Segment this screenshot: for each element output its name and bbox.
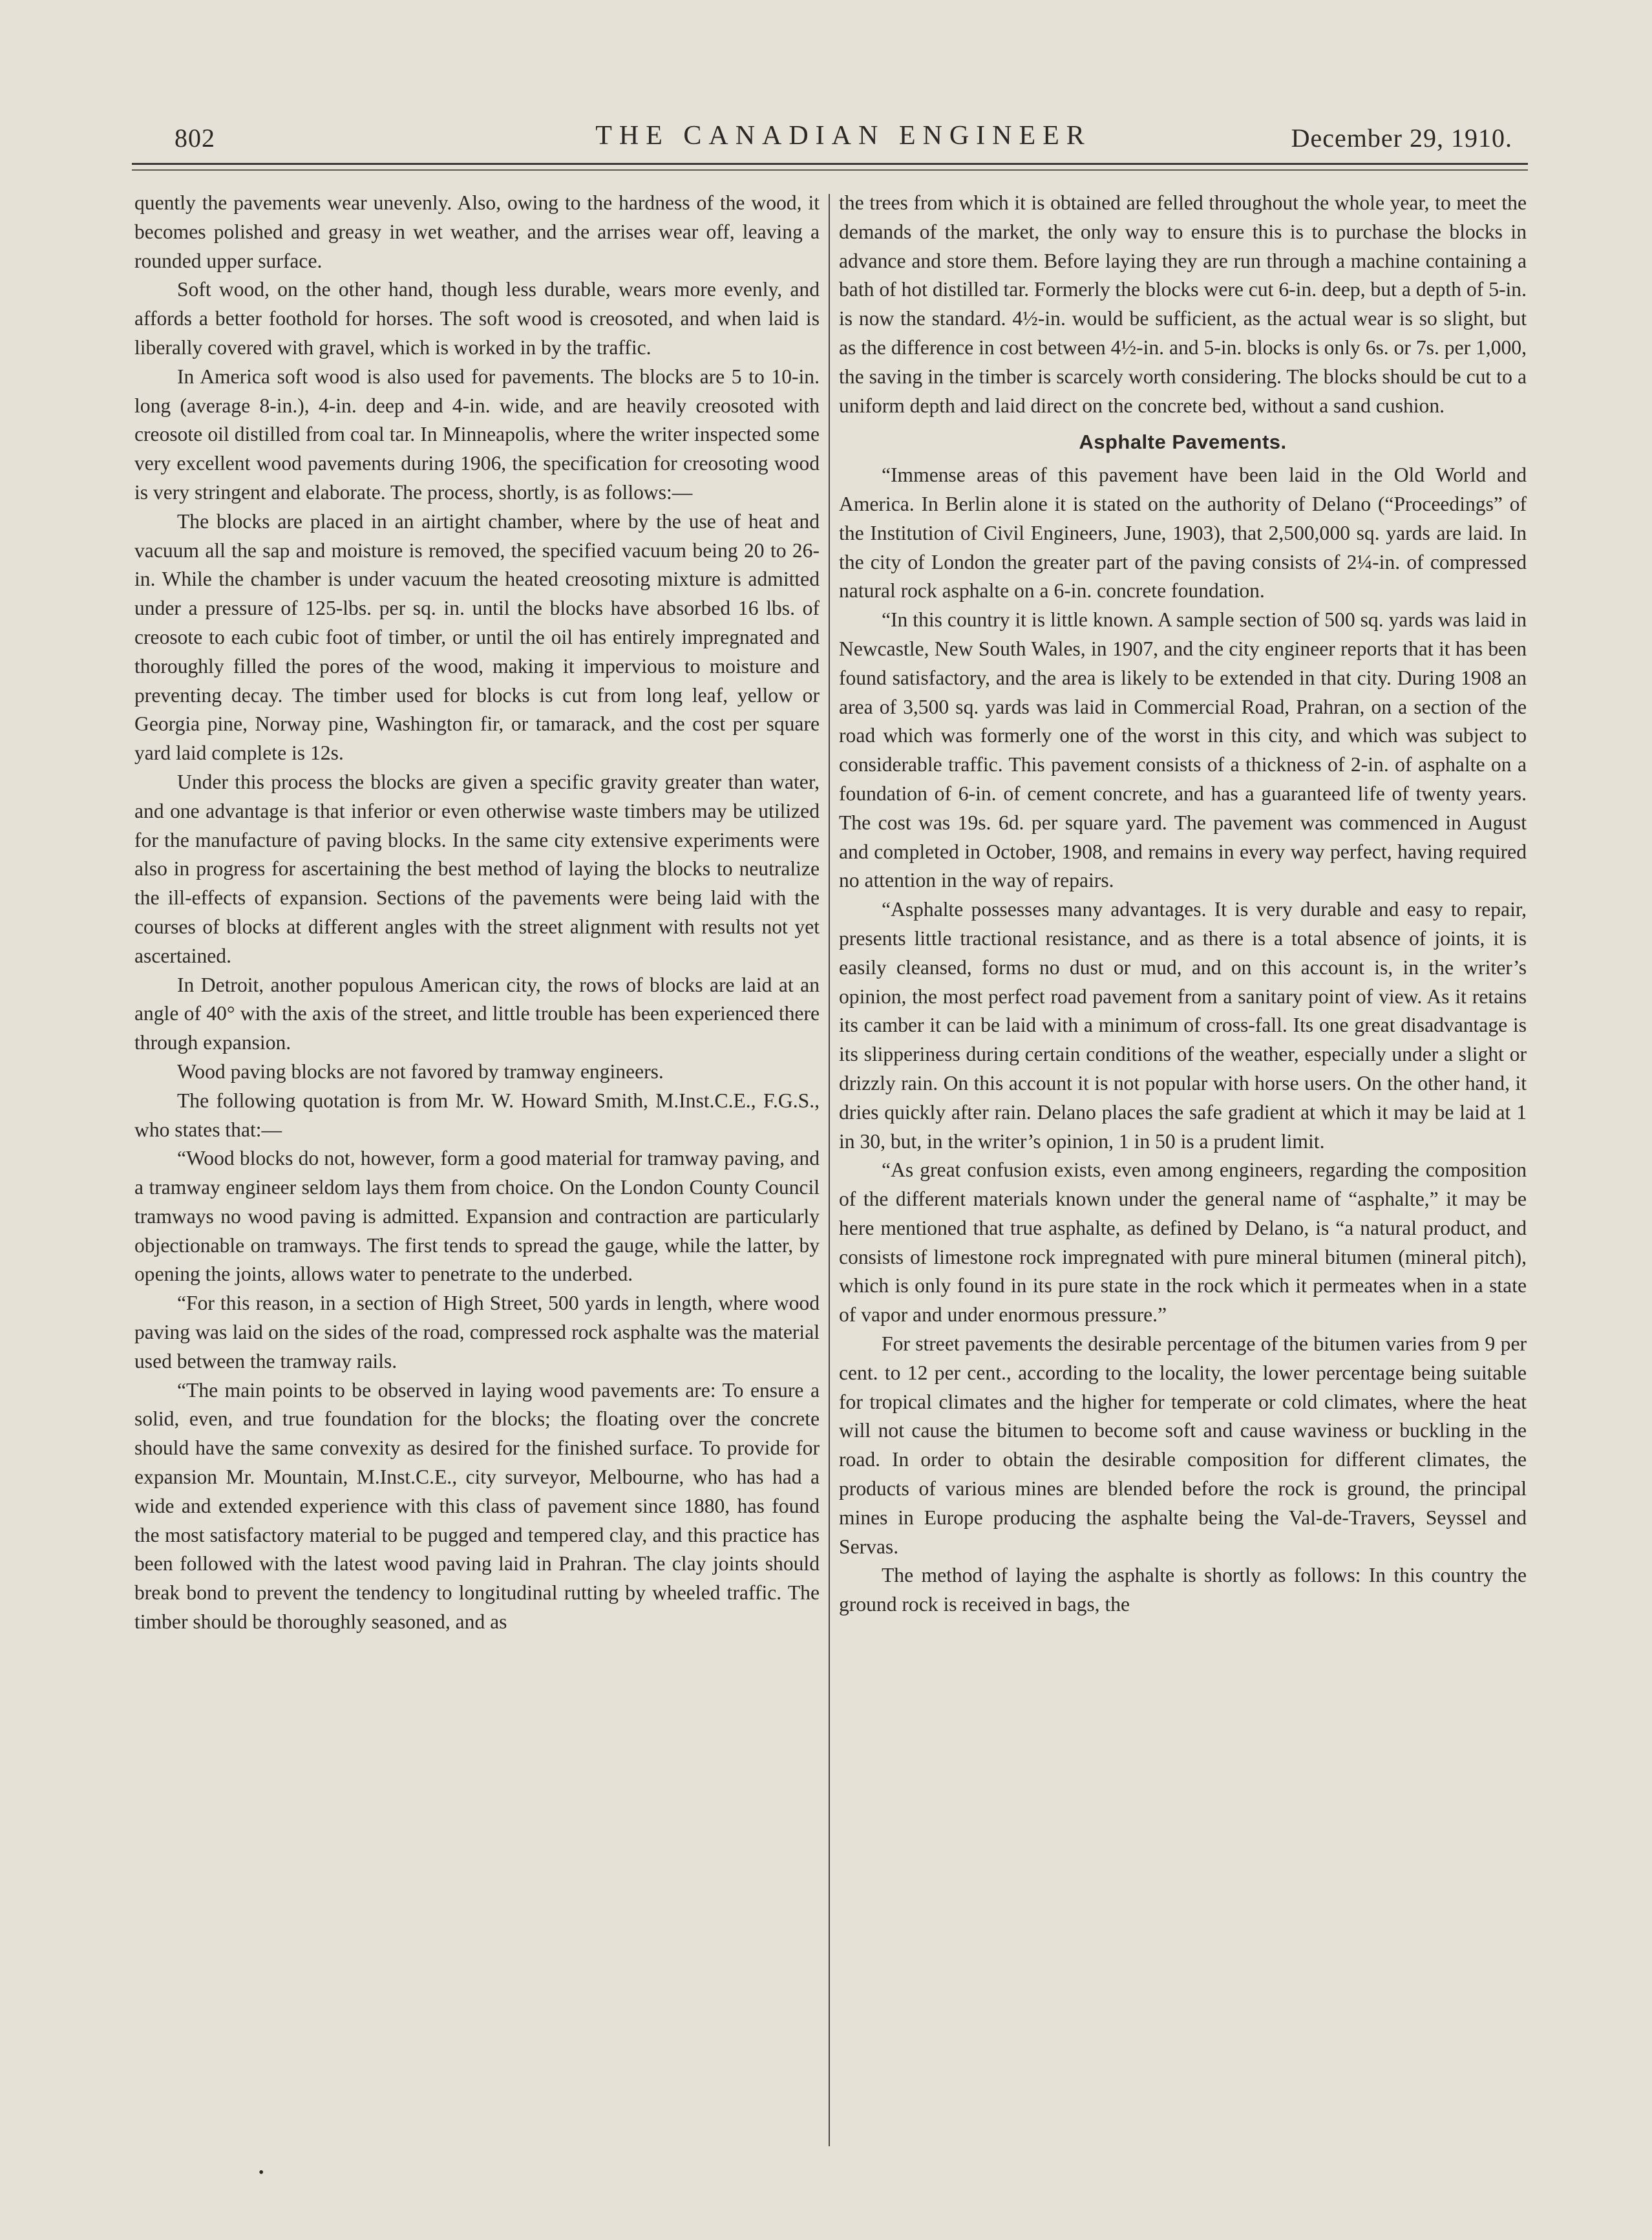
left-paragraph-11: “The main points to be observed in laying wood pavements are: To ensure a solid, even, and true foundation for the blocks; the floating over the concrete should have the same convexity as desired for the finished surface. To provide for expansion Mr. Mountain, M.Inst.C.E., city surveyor, Melbourne, who has had a wide and extended experience with this class of pavement since 1880, has found the most satisfactory material to be pugged and tempered clay, and this practice has been followed with the latest wood paving laid in Prahran. The clay joints should break bond to prevent the tendency to longitudinal rutting by wheeled traffic. The timber should be thoroughly seasoned, and as <box>134 1378 820 1634</box>
left-paragraph-7: Wood paving blocks are not favored by tramway engineers. <box>177 1060 664 1083</box>
left-paragraph-4: The blocks are placed in an airtight chamber, where by the use of heat and vacuum all the sap and moisture is removed, the specified vacuum being 20 to 26-in. While the chamber is under vacuum the heated creosoting mixture is admitted under a pressure of 125-lbs. per sq. in. until the blocks have absorbed 16 lbs. of creosote to each cubic foot of timber, or until the oil has entirely impregnated and thoroughly filled the pores of the wood, making it impervious to moisture and preventing decay. The timber used for blocks is cut from long leaf, yellow or Georgia pine, Norway pine, Washington fir, or tamarack, and the cost per square yard laid complete is 12s. <box>134 509 820 765</box>
right-paragraph-4: “Asphalte possesses many advantages. It is very durable and easy to repair, presents little tractional resistance, and as there is a total absence of joints, it is easily cleansed, forms no dust or mud, and on this account is, in the writer’s opinion, the most perfect road pavement from a sanitary point of view. As it retains its camber it can be laid with a minimum of cross-fall. Its one great disadvantage is its slipperiness during certain conditions of the weather, especially under a slight or drizzly rain. On this account it is not popular with horse users. On the other hand, it dries quickly after rain. Delano places the safe gradient at which it may be laid at 1 in 30, but, in the writer’s opinion, 1 in 50 is a prudent limit. <box>839 898 1527 1153</box>
right-paragraph-7: The method of laying the asphalte is shortly as follows: In this country the ground rock is received in bags, the <box>839 1564 1527 1616</box>
section-heading-asphalte: Asphalte Pavements. <box>1079 431 1287 454</box>
left-paragraph-8: The following quotation is from Mr. W. Howard Smith, M.Inst.C.E., F.G.S., who states that:— <box>134 1089 820 1141</box>
print-speck: • <box>259 2164 264 2181</box>
column-divider <box>829 194 830 2146</box>
header-rule-thick <box>132 163 1528 165</box>
left-paragraph-5: Under this process the blocks are given a specific gravity greater than water, and one advantage is that inferior or even otherwise waste timbers may be utilized for the manufacture of paving blocks. In the same city extensive experiments were also in progress for ascertaining the best method of laying the blocks to neutralize the ill-effects of expansion. Sections of the pavements were being laid with the courses of blocks at different angles with the street alignment with results not yet ascertained. <box>134 770 820 967</box>
journal-title: THE CANADIAN ENGINEER <box>595 121 1092 151</box>
left-paragraph-10: “For this reason, in a section of High Street, 500 yards in length, where wood paving was laid on the sides of the road, compressed rock asphalte was the material used between the tramway rails. <box>134 1292 820 1372</box>
left-paragraph-2: Soft wood, on the other hand, though less durable, wears more evenly, and affords a better foothold for horses. The soft wood is creosoted, and when laid is liberally covered with gravel, which is worked in by the traffic. <box>134 278 820 359</box>
right-paragraph-1: the trees from which it is obtained are felled throughout the whole year, to meet the demands of the market, the only way to ensure this is to purchase the blocks in advance and store them. Before laying they are run through a machine containing a bath of hot distilled tar. Formerly the blocks were cut 6-in. deep, but a depth of 5-in. is now the standard. 4½-in. would be sufficient, as the actual wear is so slight, but as the difference in cost between 4½-in. and 5-in. blocks is only 6s. or 7s. per 1,000, the saving in the timber is scarcely worth considering. The blocks should be cut to a uniform depth and laid direct on the concrete bed, without a sand cushion. <box>839 191 1527 417</box>
left-paragraph-1: quently the pavements wear unevenly. Also, owing to the hardness of the wood, it becomes polished and greasy in wet weather, and the arrises wear off, leaving a rounded upper surface. <box>134 191 820 272</box>
right-paragraph-2: “Immense areas of this pavement have been laid in the Old World and America. In Berlin alone it is stated on the authority of Delano (“Proceedings” of the Institution of Civil Engineers, June, 1903), that 2,500,000 sq. yards are laid. In the city of London the greater part of the paving consists of 2¼-in. of compressed natural rock asphalte on a 6-in. concrete foundation. <box>839 464 1527 603</box>
page-header <box>175 116 1512 162</box>
left-paragraph-9: “Wood blocks do not, however, form a good material for tramway paving, and a tramway engineer seldom lays them from choice. On the London County Council tramways no wood paving is admitted. Expansion and contraction are particularly objectionable on tramways. The first tends to spread the gauge, while the latter, by opening the joints, allows water to penetrate to the underbed. <box>134 1147 820 1286</box>
left-column <box>134 189 820 1637</box>
page-number: 802 <box>175 123 215 153</box>
issue-date: December 29, 1910. <box>1291 123 1512 153</box>
right-paragraph-5: “As great confusion exists, even among engineers, regarding the composition of the different materials known under the general name of “asphalte,” it may be here mentioned that true asphalte, as defined by Delano, is “a natural product, and consists of limestone rock impregnated with pure mineral bitumen (mineral pitch), which is only found in its pure state in the rock which it permeates when in a state of vapor and under enormous pressure.” <box>839 1158 1527 1327</box>
left-paragraph-3: In America soft wood is also used for pavements. The blocks are 5 to 10-in. long (average 8-in.), 4-in. deep and 4-in. wide, and are heavily creosoted with creosote oil distilled from coal tar. In Minneapolis, where the writer inspected some very excellent wood pavements during 1906, the specification for creosoting wood is very stringent and elaborate. The process, shortly, is as follows:— <box>134 365 820 504</box>
right-column <box>839 189 1527 1619</box>
right-paragraph-3: “In this country it is little known. A sample section of 500 sq. yards was laid in Newcastle, New South Wales, in 1907, and the city engineer reports that it has been found satisfactory, and the area is likely to be extended in that city. During 1908 an area of 3,500 sq. yards was laid in Commercial Road, Prahran, on a section of the road which was formerly one of the worst in this city, and which was subject to considerable traffic. This pavement consists of a thickness of 2-in. of asphalte on a foundation of 6-in. of cement concrete, and has a guaranteed life of twenty years. The cost was 19s. 6d. per square yard. The pavement was commenced in August and completed in October, 1908, and remains in every way perfect, having required no attention in the way of repairs. <box>839 608 1527 892</box>
left-paragraph-6: In Detroit, another populous American city, the rows of blocks are laid at an angle of 40° with the axis of the street, and little trouble has been experienced there through expansion. <box>134 973 820 1054</box>
right-paragraph-6: For street pavements the desirable percentage of the bitumen varies from 9 per cent. to 12 per cent., according to the locality, the lower percentage being suitable for tropical climates and the higher for temperate or cold climates, where the heat will not cause the bitumen to become soft and cause waviness or buckling in the road. In order to obtain the desirable composition for different climates, the products of various mines are blended before the rock is ground, the principal mines in Europe producing the asphalte being the Val-de-Travers, Seyssel and Servas. <box>839 1332 1527 1558</box>
header-rule-thin <box>132 169 1528 171</box>
